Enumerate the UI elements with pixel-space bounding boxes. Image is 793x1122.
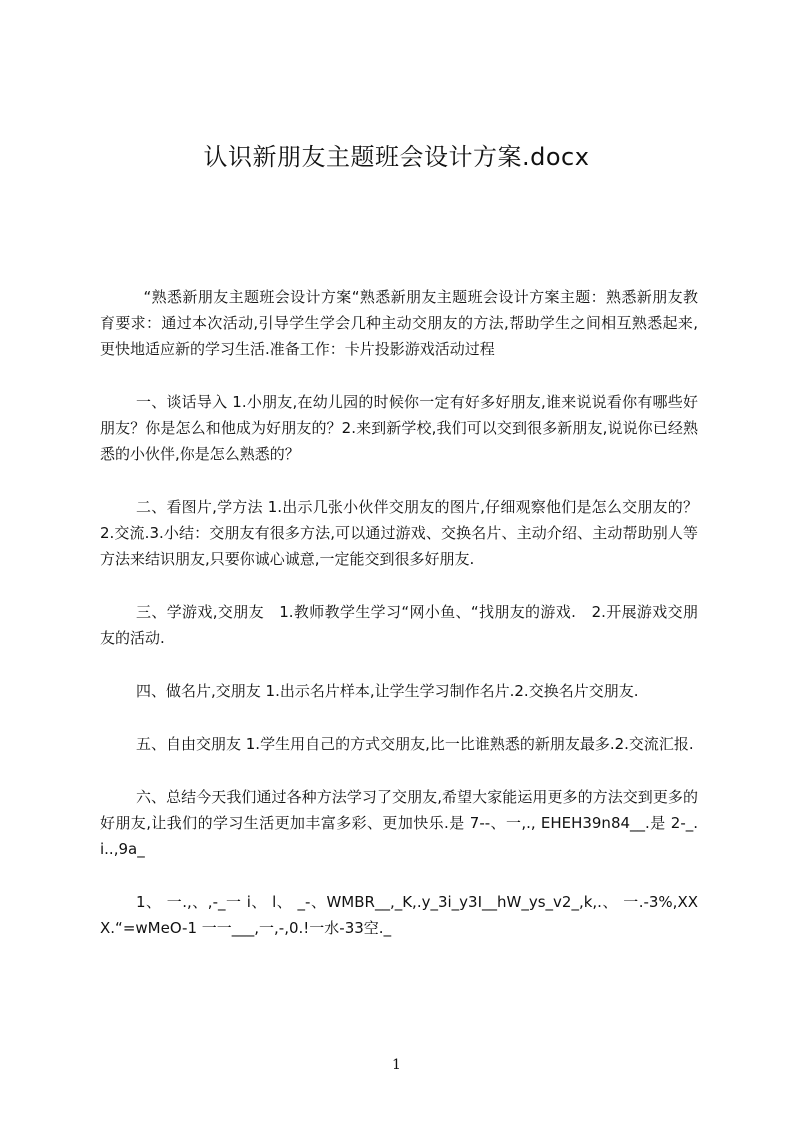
document-body [100,284,698,968]
paragraph-intro: “熟悉新朋友主题班会设计方案“熟悉新朋友主题班会设计方案主题：熟悉新朋友教育要求：通过本次活动,引导学生学会几种主动交朋友的方法,帮助学生之间相互熟悉起来,更快地适应新的学习生活.准备工作：卡片投影游戏活动过程 [100,288,698,358]
paragraph-section-6: 六、总结今天我们通过各种方法学习了交朋友,希望大家能运用更多的方法交到更多的好朋友,让我们的学习生活更加丰富多彩、更加快乐.是 7--、一,., EHEH39n84__.是 2-_.i..,9a_ [100,788,698,858]
paragraph-section-1: 一、谈话导入 1.小朋友,在幼儿园的时候你一定有好多好朋友,谁来说说看你有哪些好朋友？你是怎么和他成为好朋友的？2.来到新学校,我们可以交到很多新朋友,说说你已经熟悉的小伙伴,你是怎么熟悉的？ [100,393,698,463]
paragraph-section-5: 五、自由交朋友 1.学生用自己的方式交朋友,比一比谁熟悉的新朋友最多.2.交流汇报. [136,735,694,753]
page-number: 1 [392,1057,401,1073]
paragraph-section-3: 三、学游戏,交朋友 1.教师教学生学习“网小鱼、“找朋友的游戏. 2.开展游戏交朋友的活动. [100,603,698,647]
paragraph-garbled: 1、 一.,、,-_一 i、 l、 _-、WMBR__,_K,.y_3i_y3I__hW_ys_v2_,k,.、 一.-3%,XXX.“=wMeO-1 一一___,一,-,0.!一水-33空._ [100,893,698,937]
paragraph-section-4: 四、做名片,交朋友 1.出示名片样本,让学生学习制作名片.2.交换名片交朋友. [136,682,639,700]
document-title: 认识新朋友主题班会设计方案.docx [203,143,590,171]
paragraph-section-2: 二、看图片,学方法 1.出示几张小伙伴交朋友的图片,仔细观察他们是怎么交朋友的？2.交流.3.小结：交朋友有很多方法,可以通过游戏、交换名片、主动介绍、主动帮助别人等方法来结识朋友,只要你诚心诚意,一定能交到很多好朋友. [100,498,698,568]
